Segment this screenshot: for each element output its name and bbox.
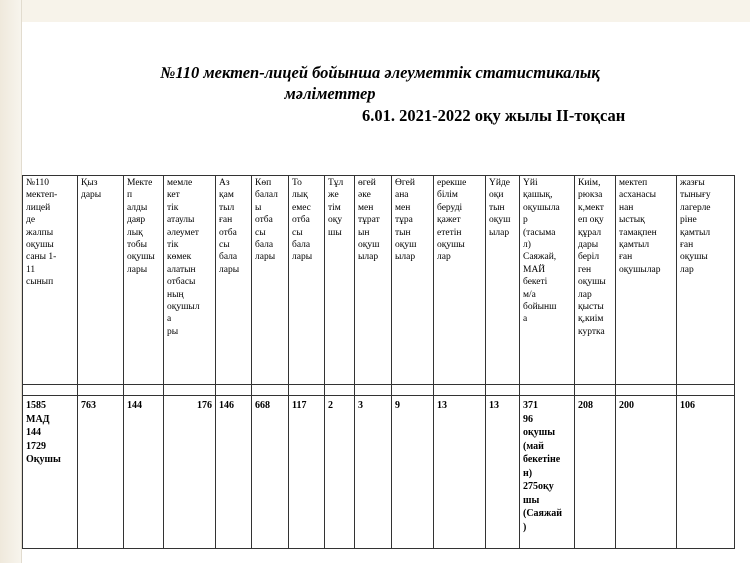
header-cell-single-parent: То лық емес отба сы бала лары: [289, 176, 325, 385]
header-cell-stepfather: өгей әке мен тұрат ын оқуш ылар: [355, 176, 392, 385]
value-cell-clothing-supplies: 208: [575, 396, 616, 549]
top-decorative-band: [22, 0, 750, 22]
value-cell-homeschool: 13: [486, 396, 520, 549]
table-header-row: [23, 176, 735, 385]
page-title-line-1: №110 мектеп-лицей бойынша әлеуметтік статистикалық: [160, 63, 600, 82]
value-cell-total-students: 1585 МАД 144 1729 Оқушы: [23, 396, 78, 549]
header-cell-girls: Қыз дары: [78, 176, 124, 385]
value-cell-transport: 371 96 оқушы (май бекетіне н) 275оқу шы (Саяжай ): [520, 396, 575, 549]
page-title-line-2: мәліметтер: [284, 84, 376, 103]
header-cell-preschool: Мекте п алды даяр лық тобы оқушы лары: [124, 176, 164, 385]
table-spacer-row: [23, 385, 735, 396]
left-decorative-band: [0, 0, 22, 563]
header-cell-orphans: Тұл же тім оқу шы: [325, 176, 355, 385]
header-cell-total-students: №110 мектеп- лицей де жалпы оқушы саны 1- 11 сынып: [23, 176, 78, 385]
value-cell-social-aid: 176: [164, 396, 216, 549]
header-cell-special-needs: ерекше білім беруді қажет ететін оқушы лар: [434, 176, 486, 385]
value-cell-stepmother: 9: [392, 396, 434, 549]
value-cell-large-family: 668: [252, 396, 289, 549]
statistics-table: [22, 175, 735, 549]
value-cell-orphans: 2: [325, 396, 355, 549]
page-subtitle-date: 6.01. 2021-2022 оқу жылы II-тоқсан: [362, 106, 626, 125]
value-cell-single-parent: 117: [289, 396, 325, 549]
header-cell-social-aid: мемле кет тік атаулы әлеумет тік көмек алатын отбасы ның оқушыл а ры: [164, 176, 216, 385]
value-cell-stepfather: 3: [355, 396, 392, 549]
header-cell-hot-meals: мектеп асханасы нан ыстық тамақпен қамтыл ған оқушылар: [616, 176, 677, 385]
value-cell-special-needs: 13: [434, 396, 486, 549]
header-cell-summer-camp: жазғы тынығу лагерле ріне қамтыл ған оқушы лар: [677, 176, 735, 385]
header-cell-stepmother: Өгей ана мен тұра тын оқуш ылар: [392, 176, 434, 385]
value-cell-low-income: 146: [216, 396, 252, 549]
table-values-row: [23, 396, 735, 549]
header-cell-homeschool: Үйде оқи тын оқуш ылар: [486, 176, 520, 385]
value-cell-preschool: 144: [124, 396, 164, 549]
header-cell-clothing-supplies: Киім, рюкза к,мект еп оқу құрал дары беріл ген оқушы лар қысты қ,киім куртка: [575, 176, 616, 385]
value-cell-hot-meals: 200: [616, 396, 677, 549]
value-cell-girls: 763: [78, 396, 124, 549]
value-cell-summer-camp: 106: [677, 396, 735, 549]
header-cell-transport: Үйі қашық, оқушыла р (тасыма л) Саяжай, МАЙ бекеті м/а бойынш а: [520, 176, 575, 385]
header-cell-low-income: Аз қам тыл ған отба сы бала лары: [216, 176, 252, 385]
header-cell-large-family: Көп балал ы отба сы бала лары: [252, 176, 289, 385]
